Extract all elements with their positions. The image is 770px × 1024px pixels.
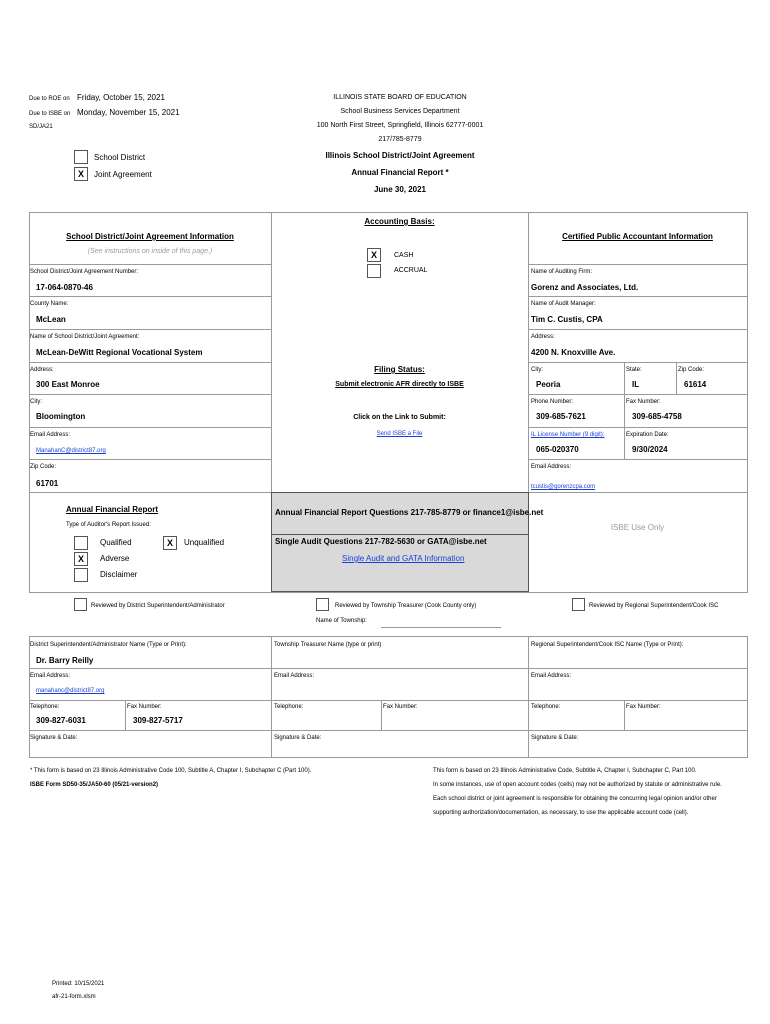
agency-name: ILLINOIS STATE BOARD OF EDUCATION: [333, 94, 467, 101]
superintendent-phone-label: Telephone:: [30, 704, 60, 710]
township-name-label: Name of Township:: [316, 618, 367, 624]
joint-agreement-checkbox[interactable]: X: [74, 167, 88, 181]
superintendent-email-link[interactable]: manahanc@district87.org: [36, 688, 105, 694]
printed-date: Printed: 10/15/2021: [52, 981, 105, 987]
superintendent-signature-label: Signature & Date:: [30, 735, 78, 741]
agency-phone: 217/785-8779: [378, 136, 422, 143]
district-info-title: School District/Joint Agreement Information: [66, 232, 234, 241]
unqualified-checkbox[interactable]: X: [163, 536, 177, 550]
form-number: ISBE Form SD50-35/JA50-60 (05/21-version2): [30, 782, 159, 788]
audit-manager-label: Name of Audit Manager:: [531, 301, 596, 307]
audit-firm-label: Name of Auditing Firm:: [531, 269, 593, 275]
unqualified-label: Unqualified: [184, 538, 225, 547]
send-isbe-file-link[interactable]: Send ISBE a File: [376, 431, 423, 437]
submit-instruction: Click on the Link to Submit:: [353, 414, 446, 421]
isbe-due-label: Due to ISBE on: [29, 111, 71, 117]
cpa-fax-label: Fax Number:: [626, 399, 661, 405]
district-zip-label: Zip Code:: [30, 464, 57, 470]
isbe-due-date: Monday, November 15, 2021: [77, 108, 180, 117]
single-audit-questions-text: Single Audit Questions 217-782-5630 or GATA@isbe.net: [275, 537, 487, 546]
district-info-subtitle: (See instructions on inside of this page.): [87, 248, 213, 255]
section-divider: [528, 264, 747, 265]
cpa-email-label: Email Address:: [531, 464, 572, 470]
superintendent-name-label: District Superintendent/Administrator Name (Type or Print):: [30, 642, 187, 648]
footnote-code: * This form is based on 23 Illinois Administrative Code 100, Subtitle A, Chapter I, Subchapter C (Part 100).: [30, 768, 312, 774]
school-district-label: School District: [94, 153, 146, 162]
qualified-label: Qualified: [100, 538, 132, 547]
department-name: School Business Services Department: [340, 108, 460, 115]
qualified-checkbox[interactable]: [74, 536, 88, 550]
cpa-address-value[interactable]: 4200 N. Knoxville Ave.: [531, 348, 616, 357]
township-review-checkbox[interactable]: [316, 598, 329, 611]
section-divider: [29, 212, 748, 213]
footnote-right-1: This form is based on 23 Illinois Administrative Code, Subtitle A, Chapter I, Subchapter C, Part 100.: [433, 768, 697, 774]
district-zip-value[interactable]: 61701: [36, 479, 59, 488]
treasurer-email-label: Email Address:: [274, 673, 315, 679]
accrual-label: ACCRUAL: [394, 267, 428, 274]
district-email-link[interactable]: ManahanC@district87.org: [36, 448, 106, 454]
filing-status-title: Filing Status:: [374, 365, 425, 374]
district-name-value[interactable]: McLean-DeWitt Regional Vocational System: [36, 348, 203, 357]
disclaimer-checkbox[interactable]: [74, 568, 88, 582]
isbe-use-only-label: ISBE Use Only: [610, 523, 665, 532]
footnote-right-4: supporting authorization/documentation, as necessary, to use the applicable account code (cell).: [433, 810, 689, 816]
district-city-label: City:: [30, 399, 42, 405]
district-review-label: Reviewed by District Superintendent/Administrator: [91, 603, 225, 609]
superintendent-fax-value[interactable]: 309-827-5717: [133, 716, 183, 725]
superintendent-email-label: Email Address:: [30, 673, 71, 679]
cpa-zip-value[interactable]: 61614: [684, 380, 707, 389]
regional-name-label: Regional Superintendent/Cook ISC Name (Type or Print):: [531, 642, 684, 648]
form-date: June 30, 2021: [373, 185, 427, 194]
regional-phone-label: Telephone:: [531, 704, 561, 710]
township-name-field[interactable]: [381, 627, 501, 628]
form-code: SD/JA21: [29, 124, 53, 130]
district-email-label: Email Address:: [30, 432, 71, 438]
district-number-label: School District/Joint Agreement Number:: [30, 269, 139, 275]
county-value[interactable]: McLean: [36, 315, 66, 324]
cpa-info-title: Certified Public Accountant Information: [562, 232, 713, 241]
cpa-email-link[interactable]: tcustis@gorenzcpa.com: [531, 484, 596, 490]
accounting-basis-title: Accounting Basis:: [364, 217, 435, 226]
regional-review-checkbox[interactable]: [572, 598, 585, 611]
county-label: County Name:: [30, 301, 69, 307]
cpa-state-value[interactable]: IL: [632, 380, 640, 389]
township-review-label: Reviewed by Township Treasurer (Cook County only): [335, 603, 477, 609]
regional-fax-label: Fax Number:: [626, 704, 661, 710]
cpa-city-label: City:: [531, 367, 543, 373]
cpa-state-label: State:: [626, 367, 642, 373]
filing-instruction: Submit electronic AFR directly to ISBE: [335, 381, 464, 388]
treasurer-phone-label: Telephone:: [274, 704, 304, 710]
form-subtitle: Annual Financial Report *: [351, 168, 449, 177]
district-number[interactable]: 17-064-0870-46: [36, 283, 93, 292]
district-address-label: Address:: [30, 367, 54, 373]
cash-label: CASH: [394, 252, 414, 259]
license-number-link[interactable]: IL License Number (9 digit):: [531, 432, 605, 438]
district-review-checkbox[interactable]: [74, 598, 87, 611]
footnote-right-3: Each school district or joint agreement is responsible for obtaining the concurring legal opinion and/or other: [433, 796, 717, 802]
school-district-checkbox[interactable]: [74, 150, 88, 164]
single-audit-gata-link[interactable]: Single Audit and GATA Information: [342, 554, 465, 563]
treasurer-fax-label: Fax Number:: [383, 704, 418, 710]
printed-filename: afr-21-form.xlsm: [52, 994, 96, 1000]
agency-address: 100 North First Street, Springfield, Illinois 62777-0001: [316, 122, 484, 129]
disclaimer-label: Disclaimer: [100, 570, 138, 579]
expiration-value[interactable]: 9/30/2024: [632, 445, 668, 454]
footnote-right-2: In some instances, use of open account codes (cells) may not be authorized by statute or administrative rule.: [433, 782, 722, 788]
district-city-value[interactable]: Bloomington: [36, 412, 86, 421]
regional-review-label: Reviewed by Regional Superintendent/Cook ISC: [589, 603, 719, 609]
roe-due-date: Friday, October 15, 2021: [77, 93, 165, 102]
regional-signature-label: Signature & Date:: [531, 735, 579, 741]
license-number-value[interactable]: 065-020370: [536, 445, 579, 454]
superintendent-fax-label: Fax Number:: [127, 704, 162, 710]
superintendent-phone-value[interactable]: 309-827-6031: [36, 716, 86, 725]
audit-firm-value[interactable]: Gorenz and Associates, Ltd.: [531, 283, 639, 292]
section-divider: [747, 212, 748, 592]
treasurer-signature-label: Signature & Date:: [274, 735, 322, 741]
superintendent-name-value[interactable]: Dr. Barry Reilly: [36, 656, 94, 665]
accrual-checkbox[interactable]: [367, 264, 381, 278]
cpa-address-label: Address:: [531, 334, 555, 340]
afr-title: Annual Financial Report: [66, 505, 159, 514]
cpa-phone-label: Phone Number:: [531, 399, 574, 405]
cash-checkbox[interactable]: X: [367, 248, 381, 262]
adverse-label: Adverse: [100, 554, 130, 563]
district-name-label: Name of School District/Joint Agreement:: [30, 334, 140, 340]
auditor-report-type-label: Type of Auditor's Report Issued:: [66, 522, 151, 528]
expiration-label: Expiration Date:: [626, 432, 669, 438]
treasurer-name-label: Township Treasurer Name (type or print): [274, 642, 382, 648]
section-divider: [29, 264, 271, 265]
roe-due-label: Due to ROE on: [29, 96, 70, 102]
afr-questions-text: Annual Financial Report Questions 217-785-8779 or finance1@isbe.net: [275, 508, 544, 517]
form-title: Illinois School District/Joint Agreement: [325, 151, 475, 160]
adverse-checkbox[interactable]: X: [74, 552, 88, 566]
audit-manager-value[interactable]: Tim C. Custis, CPA: [531, 315, 603, 324]
joint-agreement-label: Joint Agreement: [94, 170, 152, 179]
cpa-phone-value[interactable]: 309-685-7621: [536, 412, 586, 421]
cpa-zip-label: Zip Code:: [678, 367, 705, 373]
cpa-fax-value[interactable]: 309-685-4758: [632, 412, 682, 421]
district-address-value[interactable]: 300 East Monroe: [36, 380, 100, 389]
regional-email-label: Email Address:: [531, 673, 572, 679]
cpa-city-value[interactable]: Peoria: [536, 380, 561, 389]
